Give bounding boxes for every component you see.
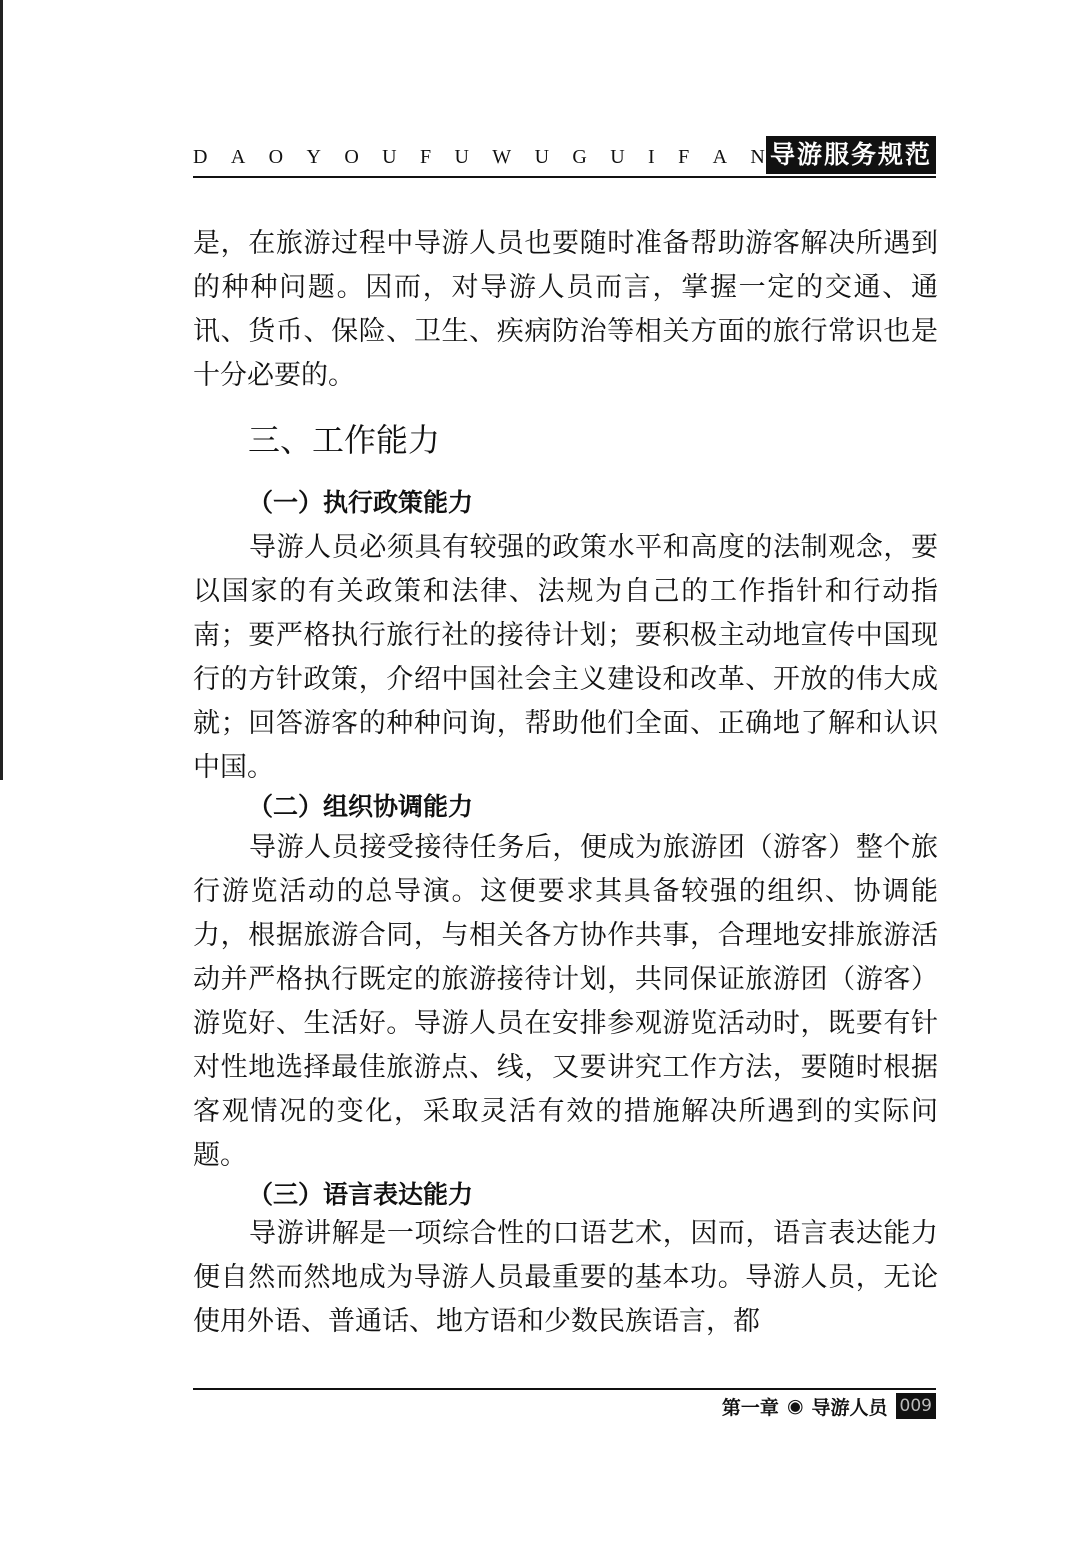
subheading-coordination: （二）组织协调能力 [248, 792, 474, 821]
paragraph-text: 导游人员接受接待任务后，便成为旅游团（游客）整个旅行游览活动的总导演。这便要求其具备较强的组织、协调能力，根据旅游合同，与相关各方协作共事，合理地安排旅游活动并严格执行既定的旅游接待计划，共同保证旅游团（游客）游览好、生活好。导游人员在安排参观游览活动时，既要有针对性地选择最佳旅游点、线，又要讲究工作方法，要随时根据客观情况的变化，采取灵活有效的措施解决所遇到的实际问题。 [193, 832, 938, 1171]
header-letter: N [750, 146, 765, 168]
header-letter: U [610, 146, 625, 168]
paragraph-language [193, 1212, 938, 1344]
book-title: 导游服务规范 [766, 136, 936, 174]
subheading-language: （三）语言表达能力 [248, 1180, 474, 1209]
header-letter: G [572, 146, 587, 168]
header-letter: W [492, 146, 512, 168]
bullet-icon: ◉ [786, 1395, 804, 1417]
header-letter: U [454, 146, 469, 168]
header-letter: A [230, 146, 246, 168]
header-letter: I [648, 146, 655, 168]
header-letter: F [419, 146, 432, 168]
footer-chapter: 第一章 [721, 1396, 779, 1419]
paragraph-policy [193, 526, 938, 790]
header-pinyin [193, 146, 765, 169]
subheading-policy: （一）执行政策能力 [248, 488, 474, 517]
header-letter: U [382, 146, 397, 168]
paragraph-text: 导游人员必须具有较强的政策水平和高度的法制观念，要以国家的有关政策和法律、法规为自己的工作指针和行动指南；要严格执行旅行社的接待计划；要积极主动地宣传中国现行的方针政策，介绍中国社会主义建设和改革、开放的伟大成就；回答游客的种种问询，帮助他们全面、正确地了解和认识中国。 [193, 532, 938, 783]
paragraph-text: 是，在旅游过程中导游人员也要随时准备帮助游客解决所遇到的种种问题。因而，对导游人员而言，掌握一定的交通、通讯、货币、保险、卫生、疾病防治等相关方面的旅行常识也是十分必要的。 [193, 228, 938, 391]
header-letter: D [193, 146, 208, 168]
header-letter: Y [306, 146, 321, 168]
header-letter: A [712, 146, 728, 168]
paragraph-continued [193, 222, 938, 398]
paragraph-coordination [193, 826, 938, 1178]
footer-rule [193, 1388, 936, 1390]
header-letter: O [344, 146, 359, 168]
header-letter: F [678, 146, 690, 168]
page-number: 009 [896, 1393, 936, 1419]
running-header [193, 136, 936, 176]
header-letter: O [268, 146, 284, 168]
header-letter: U [534, 146, 550, 168]
running-footer [722, 1392, 936, 1420]
header-rule [193, 176, 936, 178]
section-heading: 三、工作能力 [248, 421, 441, 459]
footer-section: 导游人员 [811, 1396, 888, 1419]
paragraph-text: 导游讲解是一项综合性的口语艺术，因而，语言表达能力便自然而然地成为导游人员最重要的基本功。导游人员，无论使用外语、普通话、地方语和少数民族语言，都 [193, 1218, 938, 1337]
scan-edge [0, 0, 3, 780]
